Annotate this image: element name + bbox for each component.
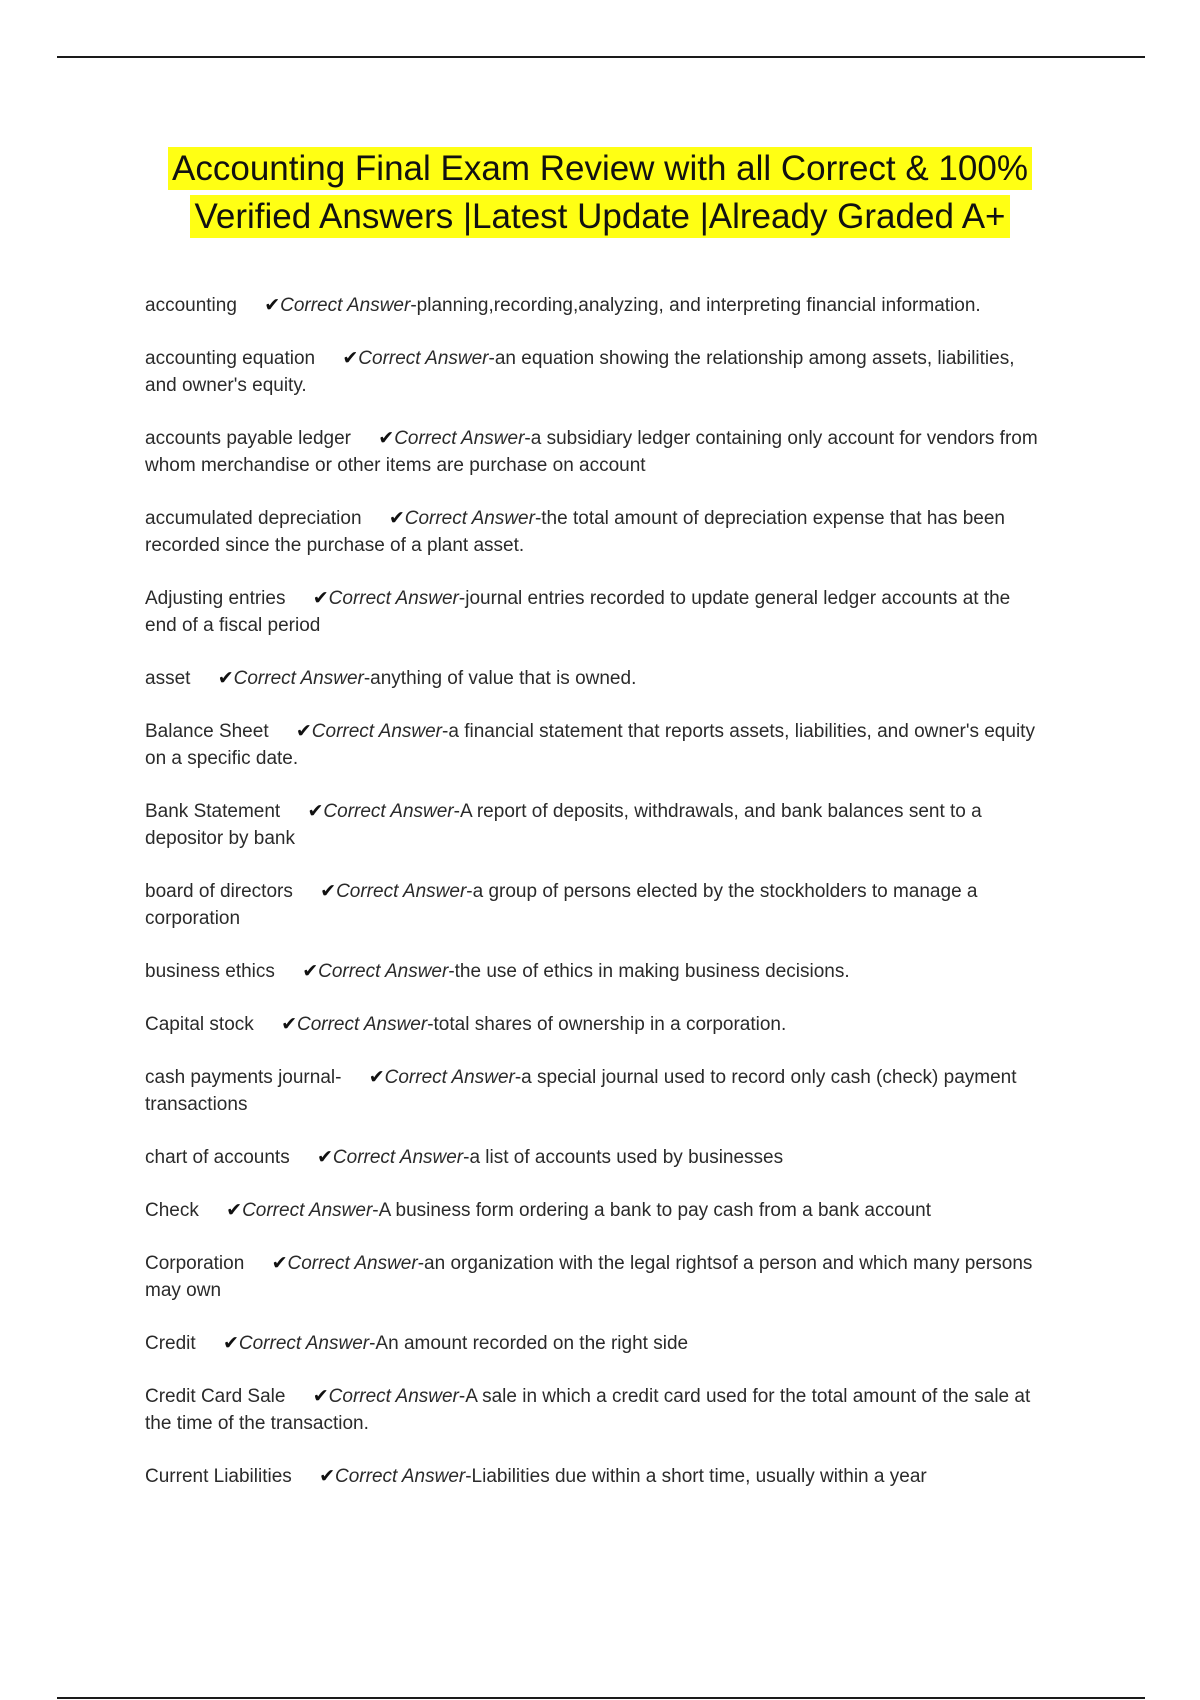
answer-label: Correct Answer <box>404 508 535 529</box>
answer-label: Correct Answer <box>336 881 467 902</box>
entry-definition: -the total amount of depreciation expense that has been recorded since the purchase of a plant asset. <box>145 508 1005 556</box>
check-mark-icon: ✔ <box>319 1466 335 1487</box>
entry-term: Credit <box>145 1333 196 1354</box>
check-mark-icon: ✔ <box>222 1333 239 1354</box>
answer-label: Correct Answer <box>238 1333 370 1354</box>
answer-label: Correct Answer <box>332 1147 464 1168</box>
entry-definition: -planning,recording,analyzing, and interpreting financial information. <box>410 295 981 316</box>
entry-term: asset <box>145 668 191 689</box>
document-title <box>90 145 1110 241</box>
entry-item <box>145 425 1045 479</box>
entry-item <box>145 878 1045 932</box>
answer-label: Correct Answer <box>318 961 449 982</box>
entry-term: Capital stock <box>145 1014 254 1035</box>
answer-label: Correct Answer <box>280 295 411 316</box>
entry-definition: -A report of deposits, withdrawals, and bank balances sent to a depositor by bank <box>145 801 982 849</box>
entry-term: board of directors <box>145 881 293 902</box>
entry-item <box>145 1250 1045 1304</box>
answer-label: Correct Answer <box>311 721 443 742</box>
entry-definition: -an organization with the legal rightsof a person and which many persons may own <box>145 1253 1033 1301</box>
entry-list <box>145 292 1045 1516</box>
entry-definition: -journal entries recorded to update general ledger accounts at the end of a fiscal period <box>145 588 1011 636</box>
entry-definition: -a group of persons elected by the stockholders to manage a corporation <box>145 881 978 929</box>
entry-definition: -a financial statement that reports assets, liabilities, and owner's equity on a specific date. <box>145 721 1035 769</box>
check-mark-icon: ✔ <box>217 668 234 689</box>
entry-item <box>145 1197 1045 1224</box>
entry-definition: -anything of value that is owned. <box>363 668 637 689</box>
entry-term: cash payments journal- <box>145 1067 342 1088</box>
answer-label: Correct Answer <box>296 1014 428 1035</box>
check-mark-icon: ✔ <box>316 1147 333 1168</box>
entry-item <box>145 1011 1045 1038</box>
answer-label: Correct Answer <box>233 668 364 689</box>
entry-item <box>145 718 1045 772</box>
entry-definition: -a special journal used to record only cash (check) payment transactions <box>145 1067 1017 1115</box>
entry-term: accounting equation <box>145 348 316 369</box>
entry-item <box>145 292 1045 319</box>
entry-term: Check <box>145 1200 199 1221</box>
check-mark-icon: ✔ <box>302 961 319 982</box>
entry-definition: -total shares of ownership in a corporation. <box>427 1014 787 1035</box>
title-line-2: Verified Answers |Latest Update |Already Graded A+ <box>190 195 1009 238</box>
check-mark-icon: ✔ <box>307 801 324 822</box>
check-mark-icon: ✔ <box>312 588 329 609</box>
answer-label: Correct Answer <box>335 1466 466 1487</box>
entry-term: accumulated depreciation <box>145 508 362 529</box>
answer-label: Correct Answer <box>394 428 525 449</box>
entry-item <box>145 665 1045 692</box>
check-mark-icon: ✔ <box>295 721 312 742</box>
entry-item <box>145 1144 1045 1171</box>
check-mark-icon: ✔ <box>378 428 395 449</box>
entry-definition: -An amount recorded on the right side <box>369 1333 689 1354</box>
entry-definition: -Liabilities due within a short time, usually within a year <box>465 1466 927 1487</box>
entry-definition: -the use of ethics in making business decisions. <box>448 961 850 982</box>
answer-label: Correct Answer <box>328 1386 459 1407</box>
entry-term: Bank Statement <box>145 801 281 822</box>
entry-item <box>145 585 1045 639</box>
entry-definition: -a subsidiary ledger containing only account for vendors from whom merchandise or other items are purchase on account <box>145 428 1038 476</box>
entry-item <box>145 1463 1045 1490</box>
entry-item <box>145 345 1045 399</box>
entry-term: business ethics <box>145 961 275 982</box>
check-mark-icon: ✔ <box>312 1386 329 1407</box>
entry-term: accounts payable ledger <box>145 428 351 449</box>
footer-rule <box>57 1697 1145 1699</box>
entry-item <box>145 1064 1045 1118</box>
entry-definition: -A sale in which a credit card used for the total amount of the sale at the time of the transaction. <box>145 1386 1031 1434</box>
entry-term: accounting <box>145 295 237 316</box>
answer-label: Correct Answer <box>323 801 454 822</box>
entry-definition: -an equation showing the relationship among assets, liabilities, and owner's equity. <box>145 348 1015 396</box>
entry-item <box>145 1383 1045 1437</box>
header-rule <box>57 56 1145 58</box>
entry-term: Credit Card Sale <box>145 1386 286 1407</box>
answer-label: Correct Answer <box>328 588 459 609</box>
answer-label: Correct Answer <box>287 1253 418 1274</box>
entry-definition: -a list of accounts used by businesses <box>463 1147 784 1168</box>
check-mark-icon: ✔ <box>388 508 405 529</box>
check-mark-icon: ✔ <box>281 1014 297 1035</box>
check-mark-icon: ✔ <box>368 1067 385 1088</box>
check-mark-icon: ✔ <box>342 348 359 369</box>
answer-label: Correct Answer <box>358 348 489 369</box>
answer-label: Correct Answer <box>384 1067 515 1088</box>
check-mark-icon: ✔ <box>226 1200 243 1221</box>
entry-item <box>145 505 1045 559</box>
check-mark-icon: ✔ <box>320 881 337 902</box>
entry-term: Current Liabilities <box>145 1466 292 1487</box>
entry-item <box>145 1330 1045 1357</box>
entry-term: Balance Sheet <box>145 721 269 742</box>
entry-item <box>145 798 1045 852</box>
check-mark-icon: ✔ <box>271 1253 288 1274</box>
answer-label: Correct Answer <box>242 1200 373 1221</box>
entry-term: Corporation <box>145 1253 245 1274</box>
entry-term: Adjusting entries <box>145 588 286 609</box>
entry-term: chart of accounts <box>145 1147 290 1168</box>
entry-item <box>145 958 1045 985</box>
check-mark-icon: ✔ <box>264 295 281 316</box>
entry-definition: -A business form ordering a bank to pay cash from a bank account <box>372 1200 931 1221</box>
title-line-1: Accounting Final Exam Review with all Correct & 100% <box>168 147 1032 190</box>
